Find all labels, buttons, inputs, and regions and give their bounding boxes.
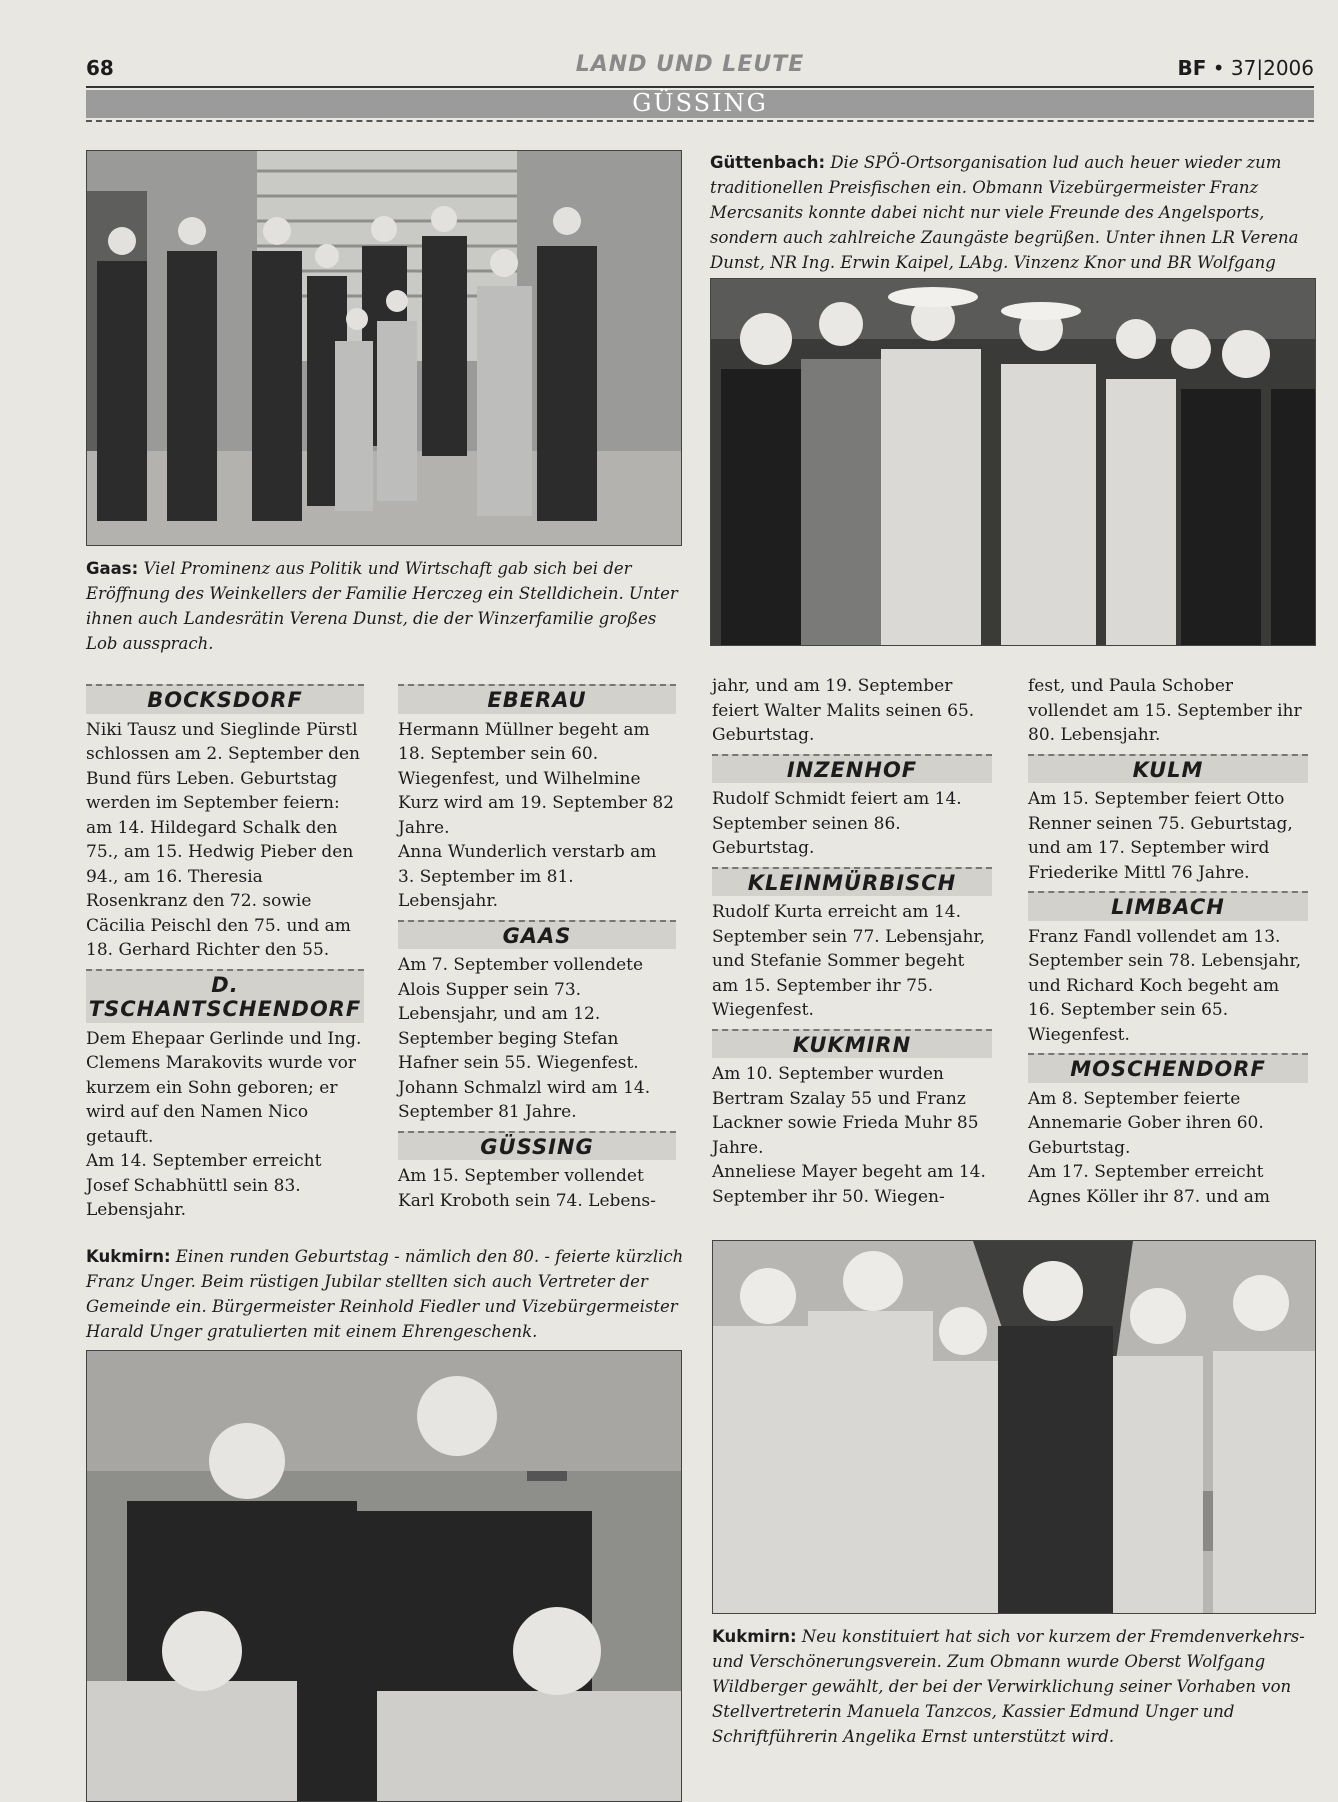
column-2 (398, 684, 676, 1213)
photo-kukmirn-association (712, 1240, 1316, 1614)
article-kukmirn-2: Anneliese Mayer begeht am 14. September ihr 50. Wiegen- (712, 1162, 986, 1207)
article-moschendorf-1: Am 8. September feierte Annemarie Gober ihren 60. Geburtstag. (1028, 1088, 1264, 1158)
article-eberau-1: Hermann Müllner begeht am 18. September sein 60. Wiegenfest, und Wilhelmine Kurz wird am 19. September 82 Jahre. (398, 719, 674, 838)
issue-separator: • (1212, 56, 1225, 80)
article-kleinmuerbisch: Rudolf Kurta erreicht am 14. September sein 77. Lebensjahr, und Stefanie Sommer begeht am 15. September ihr 75. Wiegenfest. (712, 902, 986, 1020)
article-tschantschendorf-2: Am 14. September erreicht Josef Schabhüttl sein 83. Lebensjahr. (86, 1151, 322, 1220)
caption-text: Viel Prominenz aus Politik und Wirtschaft gab sich bei der Eröffnung des Weinkellers der Familie Herczeg ein Stelldichein. Unter ihnen auch Landesrätin Verena Dunst, die der Winzerfamilie großes Lob aussprach. (86, 559, 678, 653)
column-3 (712, 674, 992, 1209)
heading-limbach: LIMBACH (1028, 891, 1308, 921)
article-guessing-cont: jahr, und am 19. September feiert Walter Malits seinen 65. Geburtstag. (712, 676, 975, 745)
article-kukmirn-1: Am 10. September wurden Bertram Szalay 55 und Franz Lackner sowie Frieda Muhr 85 Jahre. (712, 1064, 979, 1158)
column-4 (1028, 674, 1308, 1209)
photo-kukmirn-association-graphic (713, 1241, 1315, 1613)
column-1 (86, 684, 364, 1223)
caption-kukmirn-birthday (86, 1244, 684, 1344)
photo-guettenbach-graphic (711, 279, 1315, 645)
heading-inzenhof: INZENHOF (712, 754, 992, 784)
photo-kukmirn-birthday (86, 1350, 682, 1802)
header-rule (86, 86, 1314, 88)
band-divider (86, 120, 1314, 122)
heading-kulm: KULM (1028, 754, 1308, 784)
caption-place: Kukmirn: (712, 1627, 797, 1646)
heading-guessing: GÜSSING (398, 1131, 676, 1161)
caption-text: Einen runden Geburtstag - nämlich den 80. - feierte kürzlich Franz Unger. Beim rüstigen Jubilar stellten sich auch Vertreter der Gemeinde ein. Bürgermeister Reinhold Fiedler und Vizebürgermeister Harald Unger gratulierten mit einem Ehrengeschenk. (86, 1247, 684, 1341)
photo-guettenbach-anglers (710, 278, 1316, 646)
article-kukmirn-cont: fest, und Paula Schober vollendet am 15. September ihr 80. Lebensjahr. (1028, 676, 1302, 745)
article-eberau-2: Anna Wunderlich verstarb am 3. September im 81. Lebensjahr. (398, 842, 657, 911)
heading-bocksdorf: BOCKSDORF (86, 684, 364, 714)
photo-gaas-group (86, 150, 682, 546)
page-number: 68 (86, 56, 114, 80)
article-inzenhof: Rudolf Schmidt feiert am 14. September seinen 86. Geburtstag. (712, 789, 962, 858)
heading-gaas: GAAS (398, 920, 676, 950)
heading-d-tschantschendorf: D. TSCHANTSCHENDORF (86, 969, 364, 1023)
section-title: LAND UND LEUTE (575, 52, 805, 77)
issue-brand: BF (1177, 56, 1207, 80)
article-kulm: Am 15. September feiert Otto Renner seinen 75. Geburtstag, und am 17. September wird Friederike Mittl 76 Jahre. (1028, 789, 1293, 883)
caption-kukmirn-association (712, 1624, 1316, 1749)
photo-kukmirn-birthday-graphic (87, 1351, 681, 1801)
caption-place: Gaas: (86, 559, 139, 578)
article-bocksdorf: Niki Tausz und Sieglinde Pürstl schlossen am 2. September den Bund fürs Leben. Geburtstag werden im September feiern: am 14. Hildegard Schalk den 75., am 15. Hedwig Pieber den 94., am 16. Theresia Rosenkranz den 72. sowie Cäcilia Peischl den 75. und am 18. Gerhard Richter den 55. (86, 719, 360, 960)
article-moschendorf-2: Am 17. September erreicht Agnes Köller ihr 87. und am (1028, 1162, 1271, 1207)
caption-text: Neu konstituiert hat sich vor kurzem der Fremdenverkehrs- und Verschönerungsverein. Zum Obmann wurde Oberst Wolfgang Wildberger gewählt, der bei der Verwirklichung seiner Vorhaben von Stellvertreterin Manuela Tanzcos, Kassier Edmund Unger und Schriftführerin Angelika Ernst unterstützt wird. (712, 1627, 1305, 1746)
caption-text: Die SPÖ-Ortsorganisation lud auch heuer wieder zum traditionellen Preisfischen ein. Obmann Vizebürgermeister Franz Mercsanits konnte dabei nicht nur viele Freunde des Angelsports, sondern auch zahlreiche Zaungäste begrüßen. Unter ihnen LR Verena Dunst, NR Ing. Erwin Kaipel, LAbg. Vinzenz Knor und BR Wolfgang (710, 153, 1299, 272)
region-band-label: GÜSSING (632, 89, 768, 117)
caption-place: Güttenbach: (710, 153, 826, 172)
article-tschantschendorf-1: Dem Ehepaar Gerlinde und Ing. Clemens Marakovits wurde vor kurzem ein Sohn geboren; er wird auf den Namen Nico getauft. (86, 1028, 362, 1147)
article-gaas-2: Johann Schmalzl wird am 14. September 81 Jahre. (398, 1077, 651, 1122)
article-guessing: Am 15. September vollendet Karl Kroboth sein 74. Lebens- (398, 1166, 656, 1211)
issue-number: 37|2006 (1230, 56, 1314, 80)
heading-kleinmuerbisch: KLEINMÜRBISCH (712, 867, 992, 897)
article-limbach: Franz Fandl vollendet am 13. September sein 78. Lebensjahr, und Richard Koch begeht am 16. September sein 65. Wiegenfest. (1028, 926, 1302, 1045)
heading-kukmirn: KUKMIRN (712, 1029, 992, 1059)
caption-gaas (86, 556, 680, 656)
issue-info (1177, 56, 1314, 80)
photo-gaas-graphic (87, 151, 681, 545)
heading-eberau: EBERAU (398, 684, 676, 714)
caption-place: Kukmirn: (86, 1247, 171, 1266)
article-gaas-1: Am 7. September vollendete Alois Supper sein 73. Lebensjahr, und am 12. September beging Stefan Hafner sein 55. Wiegenfest. (398, 955, 644, 1073)
heading-moschendorf: MOSCHENDORF (1028, 1053, 1308, 1083)
